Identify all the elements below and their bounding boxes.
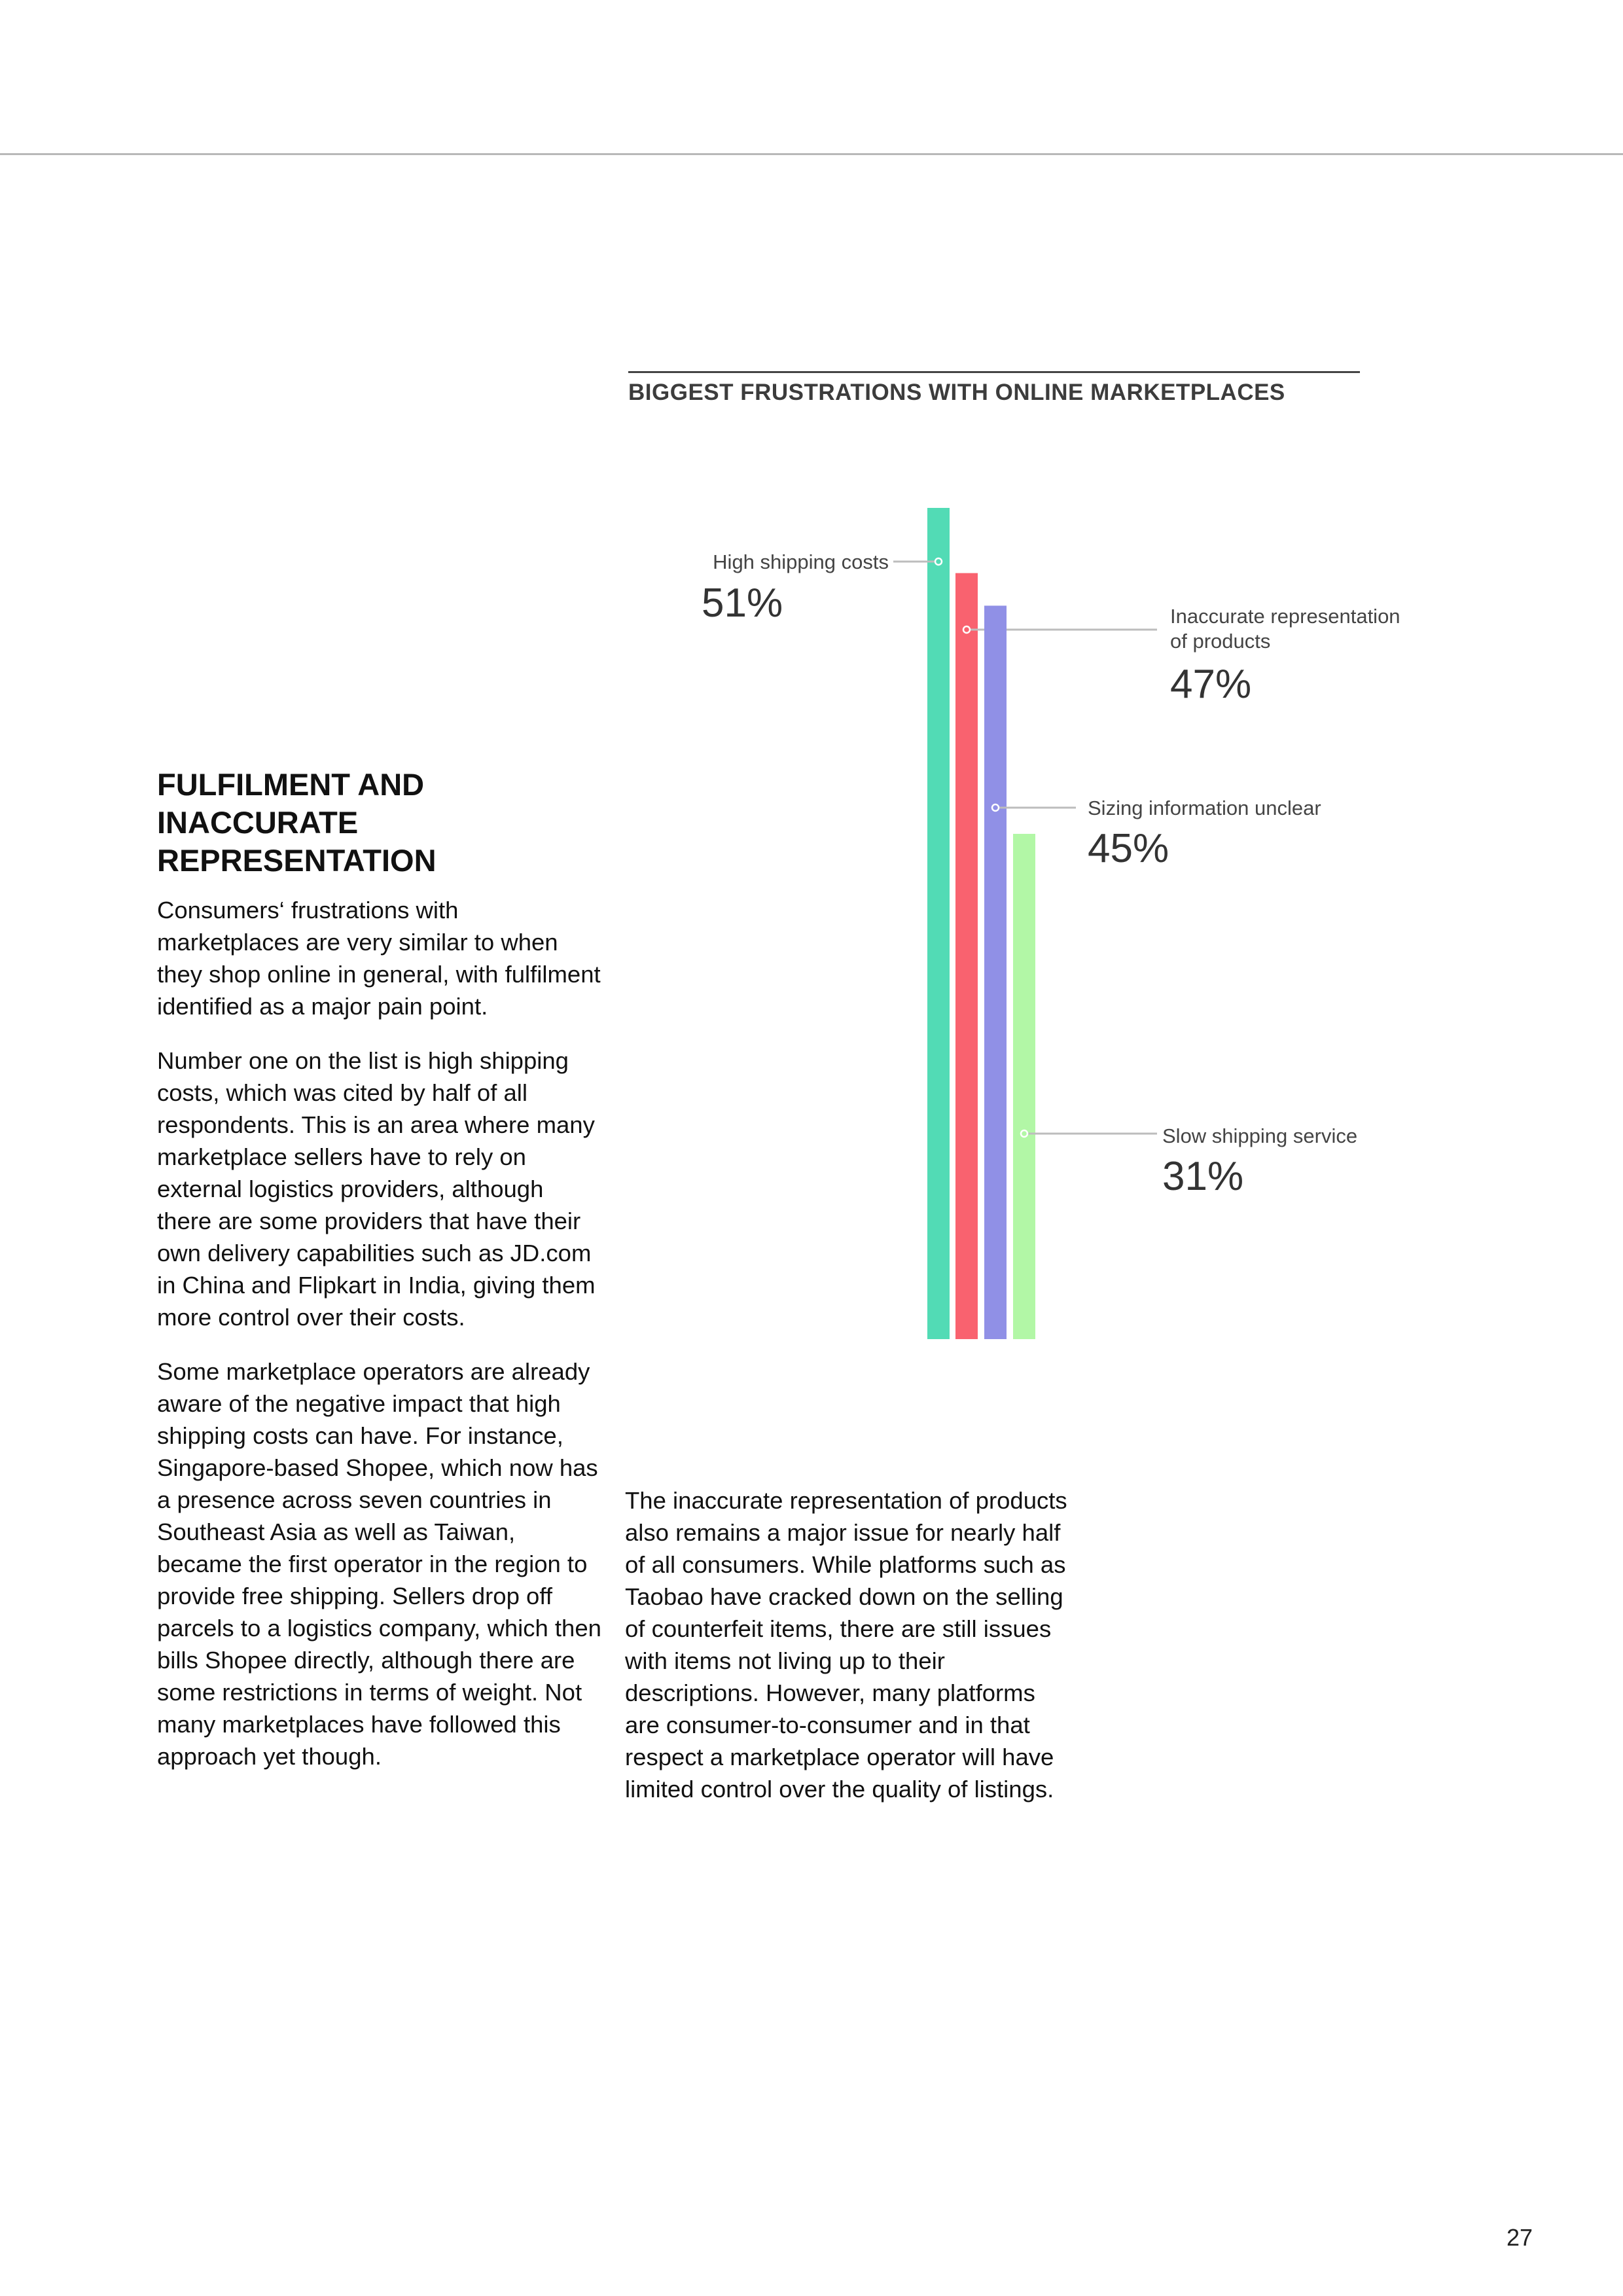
label-sizing-information-unclear: Sizing information unclear	[1088, 797, 1321, 819]
right-text-column	[625, 1484, 1070, 1827]
bar-inaccurate-representation-of-products	[955, 573, 978, 1339]
body-paragraph: Number one on the list is high shipping costs, which was cited by half of all respondents. This is an area where many marketplace sellers have to rely on external logistics providers, although there are some providers that have their own delivery capabilities such as JD.com in China and Flipkart in India, giving them more control over their costs.	[157, 1047, 596, 1331]
label-inaccurate-representation-of-products: Inaccurate representation	[1170, 605, 1400, 628]
marker-slow-shipping-service	[1021, 1130, 1027, 1137]
heading-line: FULFILMENT AND	[157, 767, 425, 802]
marker-inaccurate-representation-of-products	[963, 626, 970, 633]
bar-high-shipping-costs	[927, 508, 950, 1339]
bar-sizing-information-unclear	[984, 605, 1007, 1339]
marker-high-shipping-costs	[935, 558, 942, 565]
value-label-inaccurate-representation-of-products: 47%	[1170, 662, 1252, 707]
left-text-column	[157, 894, 602, 1795]
label-slow-shipping-service: Slow shipping service	[1162, 1124, 1358, 1147]
value-label-sizing-information-unclear: 45%	[1088, 826, 1169, 871]
body-paragraph: Some marketplace operators are already aware of the negative impact that high shipping costs can have. For instance, Singapore-based Shopee, which now has a presence across seven countries in Southeast Asia as well as Taiwan, became the first operator in the region to provide free shipping. Sellers drop off parcels to a logistics company, which then bills Shopee directly, although there are some restrictions in terms of weight. Not many marketplaces have followed this approach yet though.	[157, 1358, 601, 1770]
body-paragraph: Consumers‘ frustrations with marketplaces are very similar to when they shop online in general, with fulfilment identified as a major pain point.	[157, 897, 601, 1020]
page-number: 27	[1507, 2224, 1533, 2251]
label-high-shipping-costs: High shipping costs	[713, 550, 889, 573]
marker-sizing-information-unclear	[992, 804, 999, 811]
section-heading	[157, 766, 615, 880]
chart-title: BIGGEST FRUSTRATIONS WITH ONLINE MARKETPLACES	[628, 380, 1285, 405]
value-label-high-shipping-costs: 51%	[702, 581, 783, 626]
label-inaccurate-representation-of-products: of products	[1170, 630, 1271, 653]
value-label-slow-shipping-service: 31%	[1162, 1154, 1244, 1199]
body-paragraph: The inaccurate representation of products also remains a major issue for nearly half of all consumers. While platforms such as Taobao have cracked down on the selling of counterfeit items, there are still issues with items not living up to their descriptions. However, many platforms are consumer-to-consumer and in that respect a marketplace operator will have limited control over the quality of listings.	[625, 1487, 1067, 1803]
heading-line: REPRESENTATION	[157, 843, 437, 878]
bar-slow-shipping-service	[1013, 834, 1035, 1339]
heading-line: INACCURATE	[157, 805, 359, 840]
